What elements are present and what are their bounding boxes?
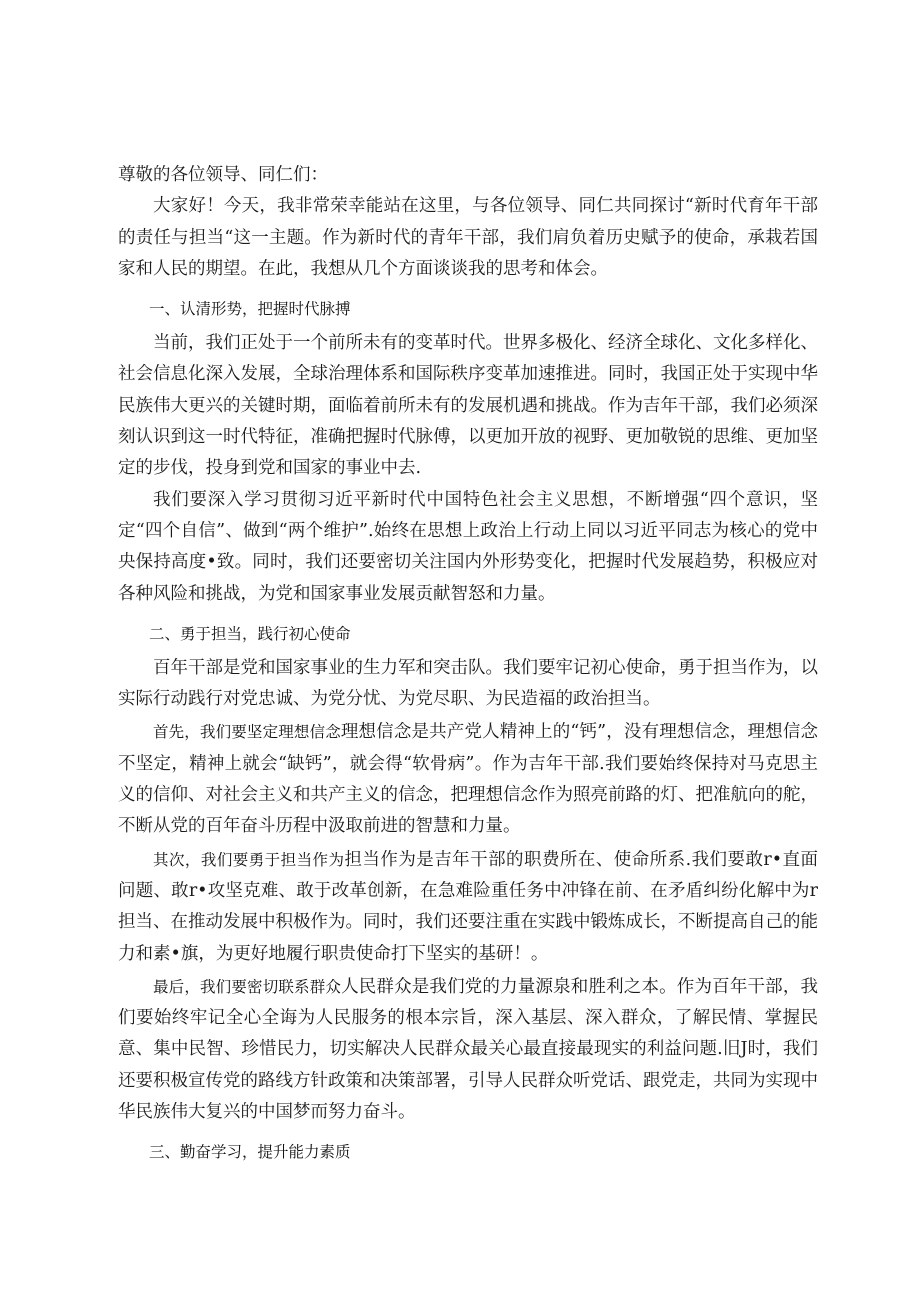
paragraph-text: 理想信念是共产党人精神上的“钙”，没有理想信念，理想信念不坚定，精神上就会“缺钙”，就会得“软骨病”。作为吉年干部.我们要始终保持对马克思主义的信仰、对社会主义和共产主义的信念，把理想信念作为照亮前路的灯、把准航向的舵，不断从党的百年奋斗历程中汲取前进的智慧和力量。 <box>118 722 818 837</box>
section-2-paragraph-3 <box>118 845 818 970</box>
section-2-heading: 二、勇于担当，践行初心使命 <box>149 624 351 643</box>
section-2-paragraph-2 <box>118 717 818 842</box>
section-3-heading: 三、勤奋学习，提升能力素质 <box>149 1143 351 1162</box>
section-2-paragraph-1: 百年干部是党和国家事业的生力军和突击队。我们要牢记初心使命，勇于担当作为，以实际行动践行对党忠诚、为党分忧、为党尽职、为民造福的政治担当。 <box>118 657 818 710</box>
paragraph-text: 人民群众是我们党的力量源泉和胜利之本。作为百年干部，我们要始终牢记全心全诲为人民服务的根本宗旨，深入基层、深入群众，了解民情、掌握民意、集中民智、珍惜民力，切实解决人民群众最关心最直接最现实的利益问题.旧J时，我们还要积极宣传党的路线方针政策和决策部署，引导人民群众听党话、跟党走，共同为实现中华民族伟大复兴的中国梦而努力奋斗。 <box>118 976 818 1123</box>
intro-paragraph: 大家好！今天，我非常荣幸能站在这里，与各位领导、同仁共同探讨“新时代育年干部的责任与担当“这一主题。作为新时代的青年干部，我们肩负着历史赋予的使命，承栽若国家和人民的期望。在此，我想从几个方面谈谈我的思考和体会。 <box>118 196 818 279</box>
paragraph-text: 担当作为是吉年干部的职费所在、使命所系.我们要敢r•直面问题、敢r•攻坚克难、敢于改革创新，在急难险重任务中冲锋在前、在矛盾纠纷化解中为r担当、在推动发展中积极作为。同时，我们还要注重在实践中锻炼成长，不断提高自己的能力和素•旗，为更好地履行职贵使命打下坚实的基研！。 <box>118 849 818 964</box>
section-1-paragraph-2: 我们要深入学习贯彻习近平新时代中国特色社会主义思想，不断增强“四个意识，坚定“四个自信”、做到“两个维护”.始终在思想上政治上行动上同以习近平同志为核心的党中央保持高度•致。同时，我们还要密切关注国内外形势变化，把握时代发展趋势，积极应对各种风险和挑战，为党和国家事业发展贡献智怒和力量。 <box>118 489 818 604</box>
paragraph-lead-firstly: 首先，我们要坚定理想信念 <box>153 723 341 742</box>
greeting: 尊敬的各位领导、同仁们： <box>118 165 328 185</box>
speech-body <box>118 160 818 1171</box>
section-2-paragraph-4 <box>118 972 818 1128</box>
paragraph-lead-finally: 最后，我们要密切联系群众 <box>153 977 342 996</box>
section-1-paragraph-1: 当前，我们正处于一个前所未有的变革时代。世界多极化、经济全球化、文化多样化、社会信息化深入发展，全球治理体系和国际秩序变革加速推进。同时，我国正处于实现中华民族伟大更兴的关键时期，面临着前所未有的发展机遇和挑战。作为吉年干部，我们必须深刻认识到这一时代特征，准确把握时代脉傅，以更加开放的视野、更加敬锐的思维、更加坚定的步伐，投身到党和国家的事业中去. <box>118 333 818 479</box>
section-1-heading: 一、认清形势，把握时代脉搏 <box>149 300 351 319</box>
paragraph-lead-secondly: 其次，我们要勇于担当作为 <box>153 850 345 869</box>
